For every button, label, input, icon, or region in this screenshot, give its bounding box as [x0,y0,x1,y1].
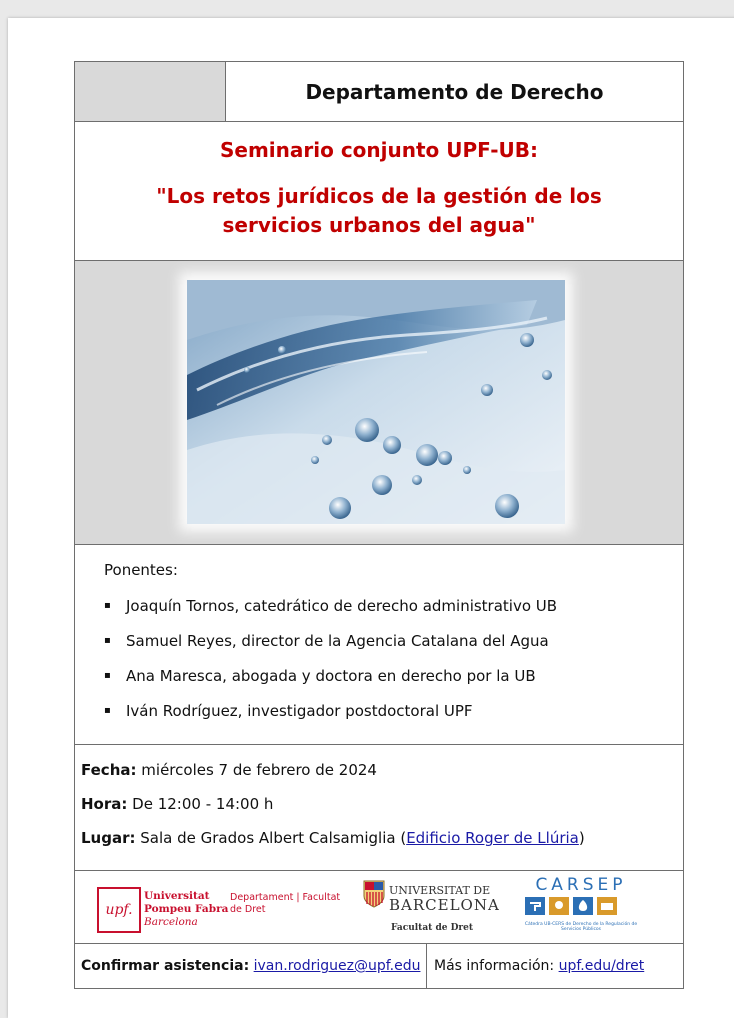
upf-logo: upf. [97,887,141,933]
more-info-link[interactable]: upf.edu/dret [558,958,645,974]
upf-department [230,892,340,916]
bullet-icon: ▪ [104,670,111,681]
more-info-cell [427,944,683,988]
upf-name [144,890,228,929]
confirm-cell [75,944,427,988]
water-splash-image [187,280,565,524]
document-page [8,18,734,1018]
upf-name-line: Pompeu Fabra [144,903,229,915]
speaker-name: Iván Rodríguez, investigador postdoctoral UPF [126,702,473,720]
seminar-title-row [75,122,683,261]
place-close: ) [578,829,585,847]
date-label: Fecha: [81,761,137,779]
seminar-subtitle: "Los retos jurídicos de la gestión de los servicios urbanos del agua" [156,184,602,237]
list-item [104,597,557,632]
carsep-logo [521,875,641,932]
speakers-row [75,545,683,745]
department-title: Departamento de Derecho [305,79,604,104]
header-row [75,62,683,122]
upf-dept-line: Departament | Facultat [230,892,341,903]
header-grey-cell [75,62,226,121]
ub-crest-icon [363,880,385,908]
upf-name-line: Universitat [144,890,210,902]
seminar-title: Seminario conjunto UPF-UB: [220,138,538,162]
place-label: Lugar: [81,829,136,847]
confirm-email-link[interactable]: ivan.rodriguez@upf.edu [253,958,421,974]
date-line [81,761,377,779]
confirm-label: Confirmar asistencia: [81,958,250,974]
carsep-name: CARSEP [535,875,627,895]
date-value: miércoles 7 de febrero de 2024 [141,761,377,779]
building-link[interactable]: Edificio Roger de Llúria [406,829,579,847]
ub-faculty: Facultat de Dret [391,923,474,933]
upf-city: Barcelona [144,916,198,928]
image-row [75,261,683,545]
carsep-service-icons [521,895,641,917]
time-value: De 12:00 - 14:00 h [132,795,274,813]
footer-row [75,944,683,988]
place-value: Sala de Grados Albert Calsamiglia ( [140,829,407,847]
list-item [104,702,557,737]
ub-name-line: BARCELONA [389,896,500,914]
logos-row [75,871,683,944]
event-details-row [75,745,683,871]
time-label: Hora: [81,795,128,813]
speakers-list [104,597,557,737]
list-item [104,632,557,667]
bullet-icon: ▪ [104,705,111,716]
more-info-label: Más información: [434,958,555,974]
list-item [104,667,557,702]
speaker-name: Samuel Reyes, director de la Agencia Catalana del Agua [126,632,549,650]
speakers-heading: Ponentes: [104,561,178,579]
ub-name-line: UNIVERSITAT DE [389,884,491,897]
bullet-icon: ▪ [104,600,111,611]
time-line [81,795,273,813]
seminar-flyer [74,61,684,989]
speaker-name: Ana Maresca, abogada y doctora en derecho por la UB [126,667,536,685]
place-line [81,829,585,847]
bullet-icon: ▪ [104,635,111,646]
carsep-subtitle: Cátedra UB-CERS de Derecho de la Regulación de Servicios Públicos [524,922,638,932]
upf-dept-line: de Dret [230,904,266,915]
ub-name [389,884,500,912]
speaker-name: Joaquín Tornos, catedrático de derecho administrativo UB [126,597,558,615]
